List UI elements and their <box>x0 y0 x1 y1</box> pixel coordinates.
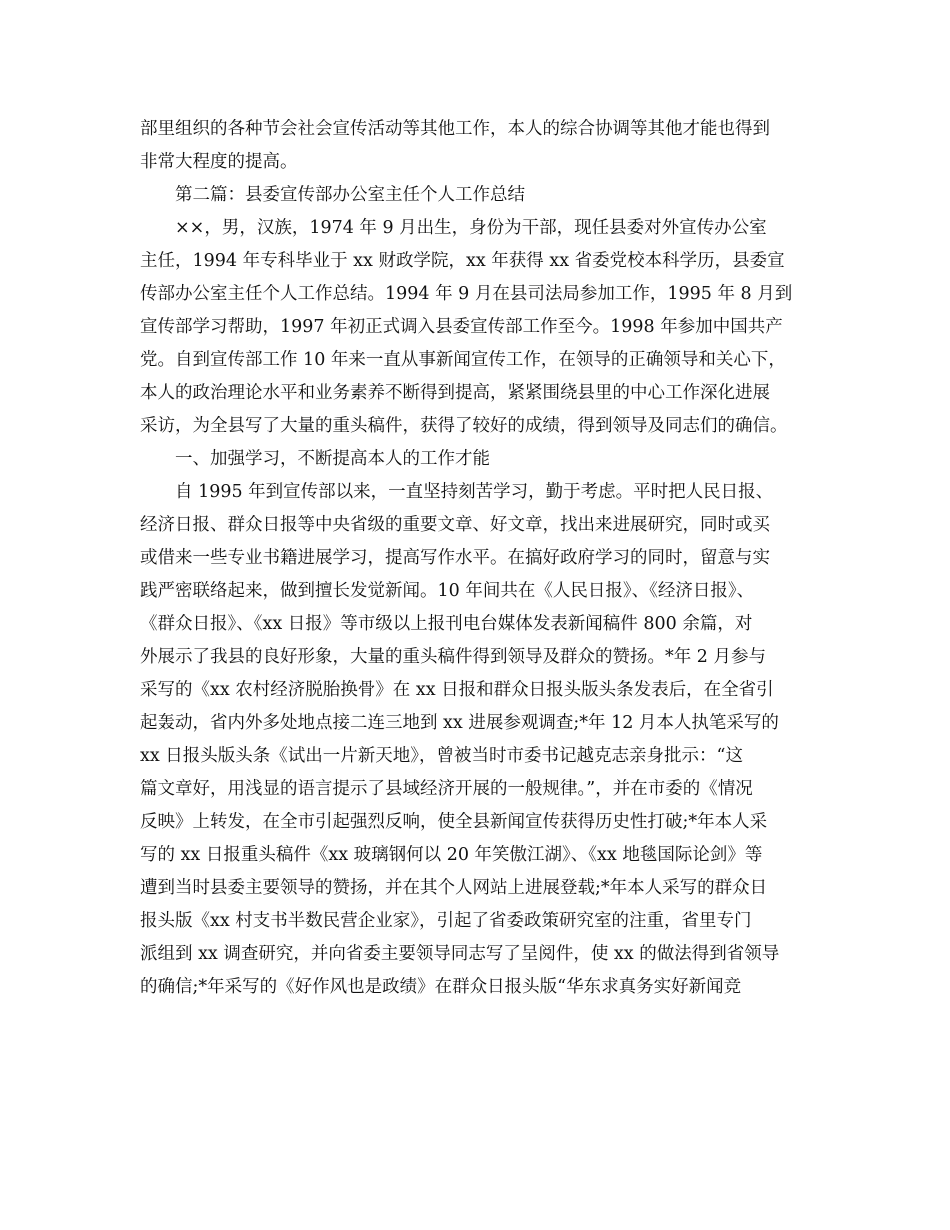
text-line: 起轰动，省内外多处地点接二连三地到 xx 进展参观调查;*年 12 月本人执笔采写的 <box>140 713 779 733</box>
text-line: xx 日报头版头条《试出一片新天地》，曾被当时市委书记越克志亲身批示：“这 <box>140 746 743 766</box>
text-line: 本人的政治理论水平和业务素养不断得到提高，紧紧围绕县里的中心工作深化进展 <box>140 383 770 403</box>
text-line: 非常大程度的提高。 <box>140 152 298 172</box>
text-line: 《群众日报》、《xx 日报》等市级以上报刊电台媒体发表新闻稿件 800 余篇，对 <box>140 614 753 634</box>
paragraph-first-line: 一、加强学习，不断提高本人的工作才能 <box>175 449 490 469</box>
text-line: 遭到当时县委主要领导的赞扬，并在其个人网站上进展登载;*年本人采写的群众日 <box>140 878 768 898</box>
text-line: 党。自到宣传部工作 10 年来一直从事新闻宣传工作，在领导的正确领导和关心下， <box>140 350 786 370</box>
text-line: 主任，1994 年专科毕业于 xx 财政学院，xx 年获得 xx 省委党校本科学历，县委宣 <box>140 251 785 271</box>
paragraph-first-line: 自 1995 年到宣传部以来，一直坚持刻苦学习，勤于考虑。平时把人民日报、 <box>175 482 774 502</box>
text-line: 采访，为全县写了大量的重头稿件，获得了较好的成绩，得到领导及同志们的确信。 <box>140 416 788 436</box>
text-line: 派组到 xx 调查研究，并向省委主要领导同志写了呈阅件，使 xx 的做法得到省领导 <box>140 944 780 964</box>
text-line: 报头版《xx 村支书半数民营企业家》，引起了省委政策研究室的注重，省里专门 <box>140 911 752 931</box>
text-line: 部里组织的各种节会社会宣传活动等其他工作，本人的综合协调等其他才能也得到 <box>140 119 770 139</box>
text-line: 践严密联络起来，做到擅长发觉新闻。10 年间共在《人民日报》、《经济日报》、 <box>140 581 755 601</box>
paragraph-first-line: ××，男，汉族，1974 年 9 月出生，身份为干部，现任县委对外宣传办公室 <box>175 218 767 238</box>
text-line: 宣传部学习帮助，1997 年初正式调入县委宣传部工作至今。1998 年参加中国共产 <box>140 317 783 337</box>
text-line: 反映》上转发，在全市引起强烈反响，使全县新闻宣传获得历史性打破;*年本人采 <box>140 812 768 832</box>
text-line: 的确信;*年采写的《好作风也是政绩》在群众日报头版“华东求真务实好新闻竞 <box>140 977 742 997</box>
text-line: 写的 xx 日报重头稿件《xx 玻璃钢何以 20 年笑傲江湖》、《xx 地毯国际论剑》等 <box>140 845 763 865</box>
text-line: 外展示了我县的良好形象，大量的重头稿件得到领导及群众的赞扬。*年 2 月参与 <box>140 647 767 667</box>
document-body <box>140 113 840 1004</box>
text-line: 篇文章好，用浅显的语言提示了县域经济开展的一般规律。”，并在市委的《情况 <box>140 779 753 799</box>
text-line: 采写的《xx 农村经济脱胎换骨》在 xx 日报和群众日报头版头条发表后，在全省引 <box>140 680 774 700</box>
text-line: 传部办公室主任个人工作总结。1994 年 9 月在县司法局参加工作，1995 年 8 月到 <box>140 284 793 304</box>
paragraph-first-line: 第二篇：县委宣传部办公室主任个人工作总结 <box>175 185 525 205</box>
text-line: 或借来一些专业书籍进展学习，提高写作水平。在搞好政府学习的同时，留意与实 <box>140 548 770 568</box>
text-line: 经济日报、群众日报等中央省级的重要文章、好文章，找出来进展研究，同时或买 <box>140 515 770 535</box>
